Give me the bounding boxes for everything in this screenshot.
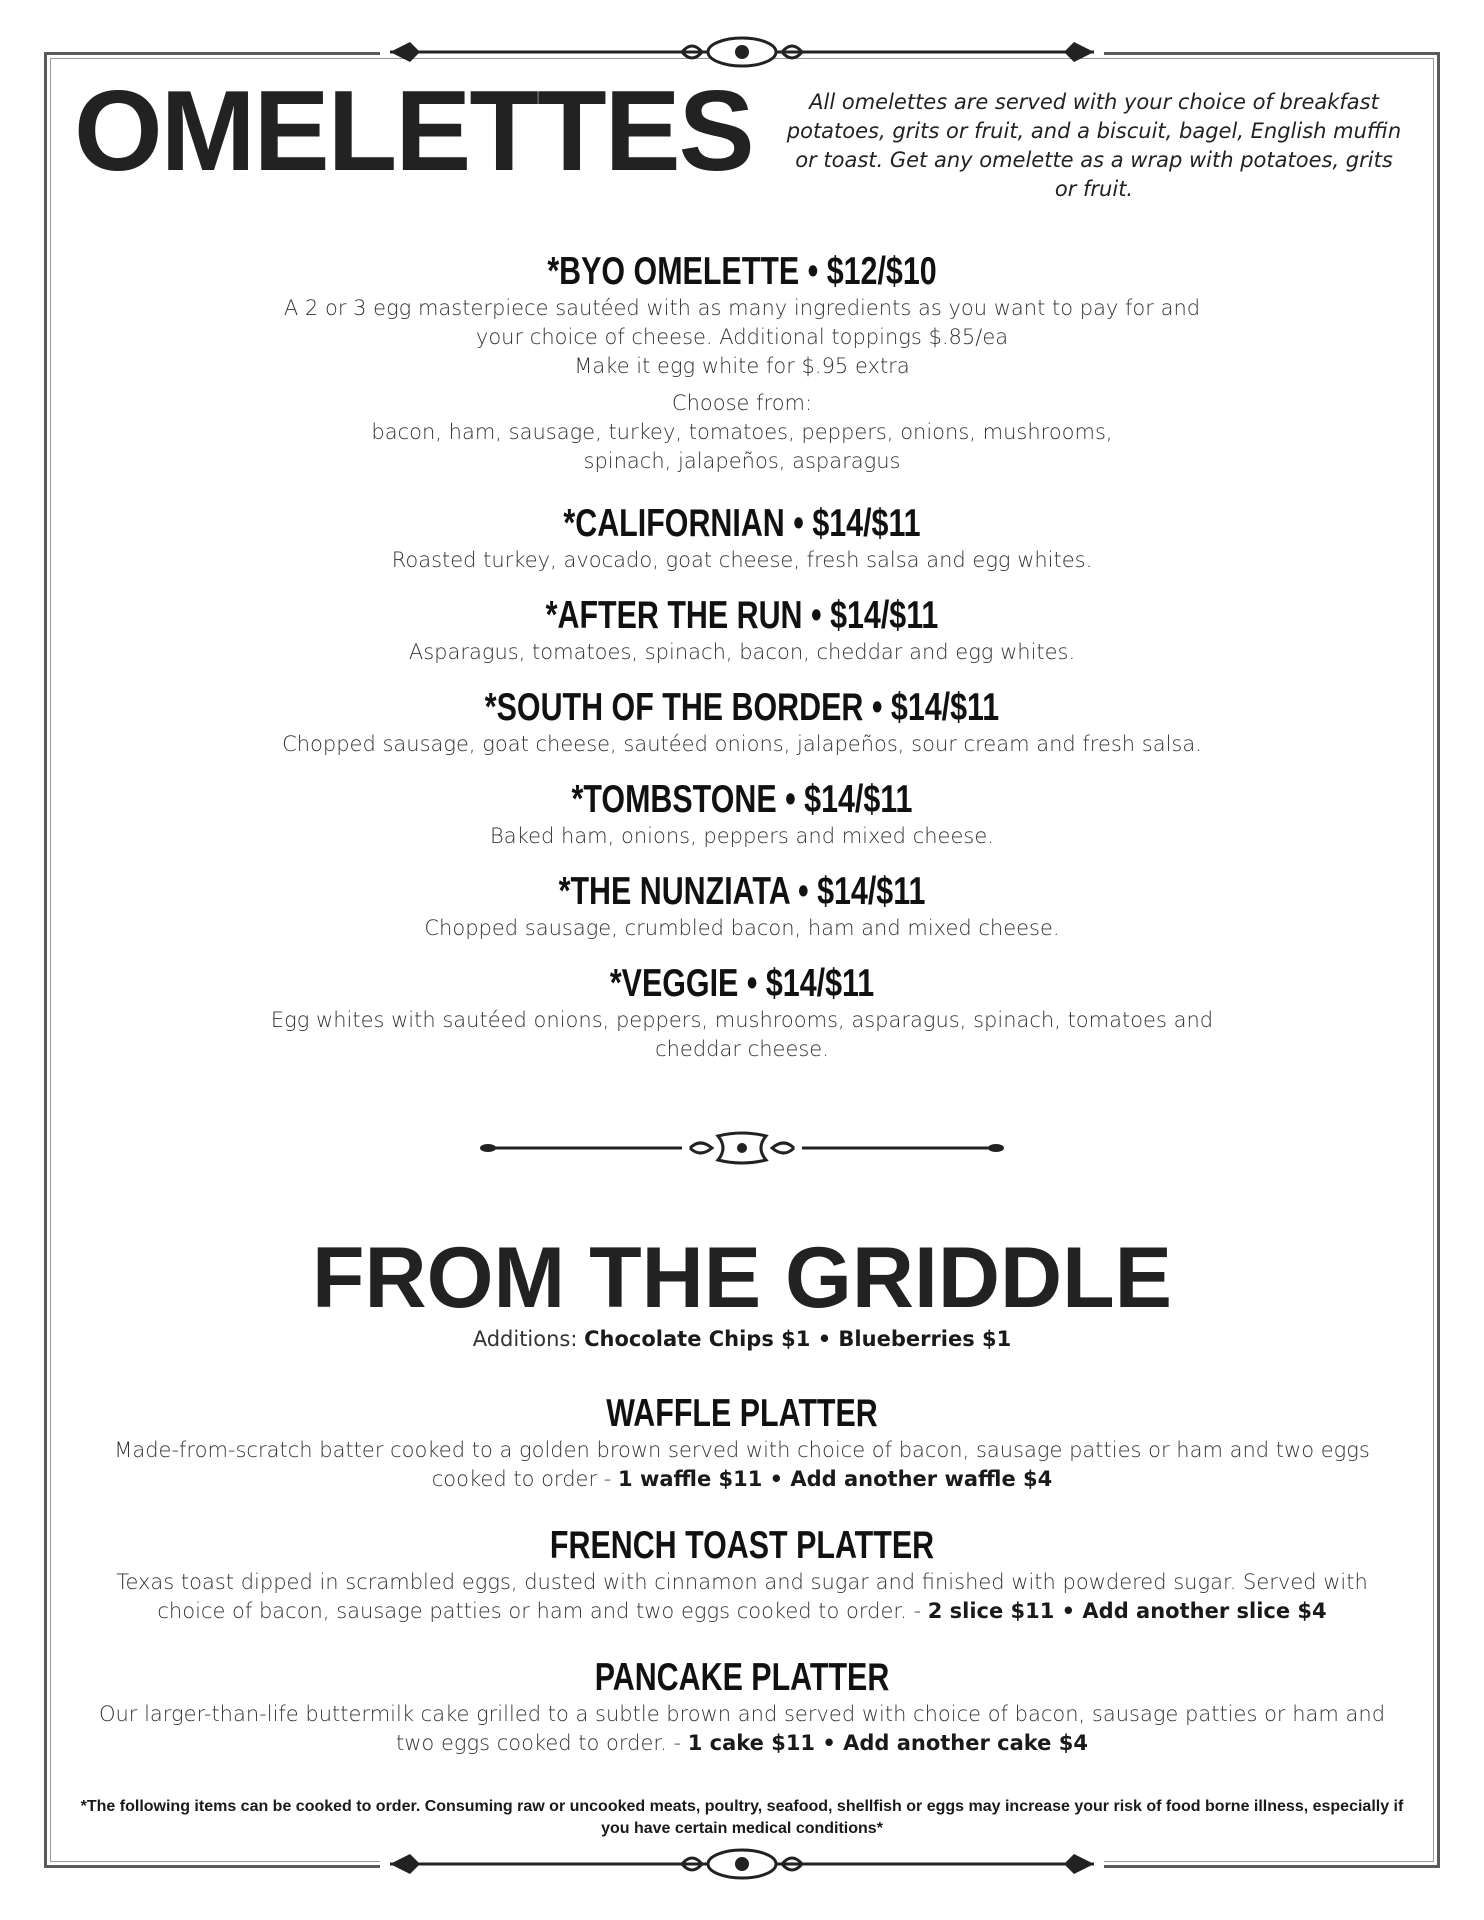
menu-item-desc-line <box>0 1597 1484 1626</box>
menu-item-title: *AFTER THE RUN • $14/$11 <box>545 594 939 637</box>
menu-item-desc: Egg whites with sautéed onions, peppers, mushrooms, asparagus, spinach, tomatoes and <box>270 1008 1214 1032</box>
menu-item-waffle-platter <box>0 1392 1484 1494</box>
choose-from-line: bacon, ham, sausage, turkey, tomatoes, peppers, onions, mushrooms, <box>371 420 1113 444</box>
bottom-ornament <box>380 1846 1104 1882</box>
menu-item-title: FRENCH TOAST PLATTER <box>549 1524 935 1567</box>
menu-item-desc-text: choice of bacon, sausage patties or ham and two eggs cooked to order. - <box>157 1599 928 1623</box>
menu-item-desc-line: Made-from-scratch batter cooked to a golden brown served with choice of bacon, sausage patties or ham and two eggs <box>114 1438 1370 1462</box>
menu-item-title: *SOUTH OF THE BORDER • $14/$11 <box>484 686 1000 729</box>
menu-item-desc-line: Make it egg white for $.95 extra <box>574 354 910 378</box>
choose-from-line: spinach, jalapeños, asparagus <box>583 449 901 473</box>
menu-item-price: 2 slice $11 • Add another slice $4 <box>927 1599 1327 1623</box>
menu-item-desc: cheddar cheese. <box>655 1037 829 1061</box>
menu-item-desc-text: cooked to order - <box>431 1467 619 1491</box>
menu-item-veggie <box>0 962 1484 1064</box>
menu-item-desc: Chopped sausage, crumbled bacon, ham and mixed cheese. <box>424 916 1060 940</box>
menu-item-californian <box>0 502 1484 575</box>
menu-item-desc: Baked ham, onions, peppers and mixed cheese. <box>490 824 994 848</box>
menu-item-desc: Roasted turkey, avocado, goat cheese, fresh salsa and egg whites. <box>391 548 1093 572</box>
menu-item-south-of-the-border <box>0 686 1484 759</box>
menu-item-title: *CALIFORNIAN • $14/$11 <box>563 502 921 545</box>
menu-item-title: PANCAKE PLATTER <box>594 1656 890 1699</box>
menu-item-byo-omelette <box>0 250 1484 476</box>
griddle-additions <box>0 1324 1484 1354</box>
menu-item-title: *TOMBSTONE • $14/$11 <box>571 778 913 821</box>
allergy-footnote: *The following items can be cooked to order. Consuming raw or uncooked meats, poultry, seafood, shellfish or eggs may increase your risk of food borne illness, especially if you have certain medical conditions* <box>80 1798 1404 1837</box>
omelettes-heading: OMELETTES <box>74 68 753 195</box>
menu-item-title: WAFFLE PLATTER <box>606 1392 878 1435</box>
menu-item-pancake-platter <box>0 1656 1484 1758</box>
menu-item-desc: Asparagus, tomatoes, spinach, bacon, cheddar and egg whites. <box>408 640 1076 664</box>
menu-item-the-nunziata <box>0 870 1484 943</box>
additions-label: Additions: <box>472 1327 578 1351</box>
menu-item-desc-line: Our larger-than-life buttermilk cake grilled to a subtle brown and served with choice of bacon, sausage patties or ham and <box>98 1702 1386 1726</box>
menu-item-title: *VEGGIE • $14/$11 <box>609 962 875 1005</box>
menu-item-price: 1 waffle $11 • Add another waffle $4 <box>618 1467 1053 1491</box>
menu-item-desc-line <box>0 1729 1484 1758</box>
menu-item-title: *THE NUNZIATA • $14/$11 <box>558 870 926 913</box>
divider-ornament <box>478 1128 1006 1168</box>
additions-value: Chocolate Chips $1 • Blueberries $1 <box>584 1327 1012 1351</box>
menu-item-tombstone <box>0 778 1484 851</box>
menu-item-desc: Chopped sausage, goat cheese, sautéed onions, jalapeños, sour cream and fresh salsa. <box>282 732 1202 756</box>
menu-item-after-the-run <box>0 594 1484 667</box>
omelettes-intro: All omelettes are served with your choice of breakfast potatoes, grits or fruit, and a biscuit, bagel, English muffin or toast. Get any omelette as a wrap with potatoes, grits or fruit. <box>786 90 1402 201</box>
menu-item-title: *BYO OMELETTE • $12/$10 <box>547 250 937 293</box>
menu-item-desc-text: two eggs cooked to order. - <box>396 1731 688 1755</box>
choose-from-label: Choose from: <box>671 391 813 415</box>
menu-item-price: 1 cake $11 • Add another cake $4 <box>687 1731 1088 1755</box>
menu-item-desc-line: A 2 or 3 egg masterpiece sautéed with as many ingredients as you want to pay for and <box>283 296 1201 320</box>
menu-item-french-toast-platter <box>0 1524 1484 1626</box>
menu-item-desc-line: your choice of cheese. Additional toppings $.85/ea <box>475 325 1009 349</box>
menu-item-desc-line: Texas toast dipped in scrambled eggs, dusted with cinnamon and sugar and finished with powdered sugar. Served with <box>116 1570 1368 1594</box>
griddle-heading: FROM THE GRIDDLE <box>312 1230 1172 1326</box>
menu-item-desc-line <box>0 1465 1484 1494</box>
